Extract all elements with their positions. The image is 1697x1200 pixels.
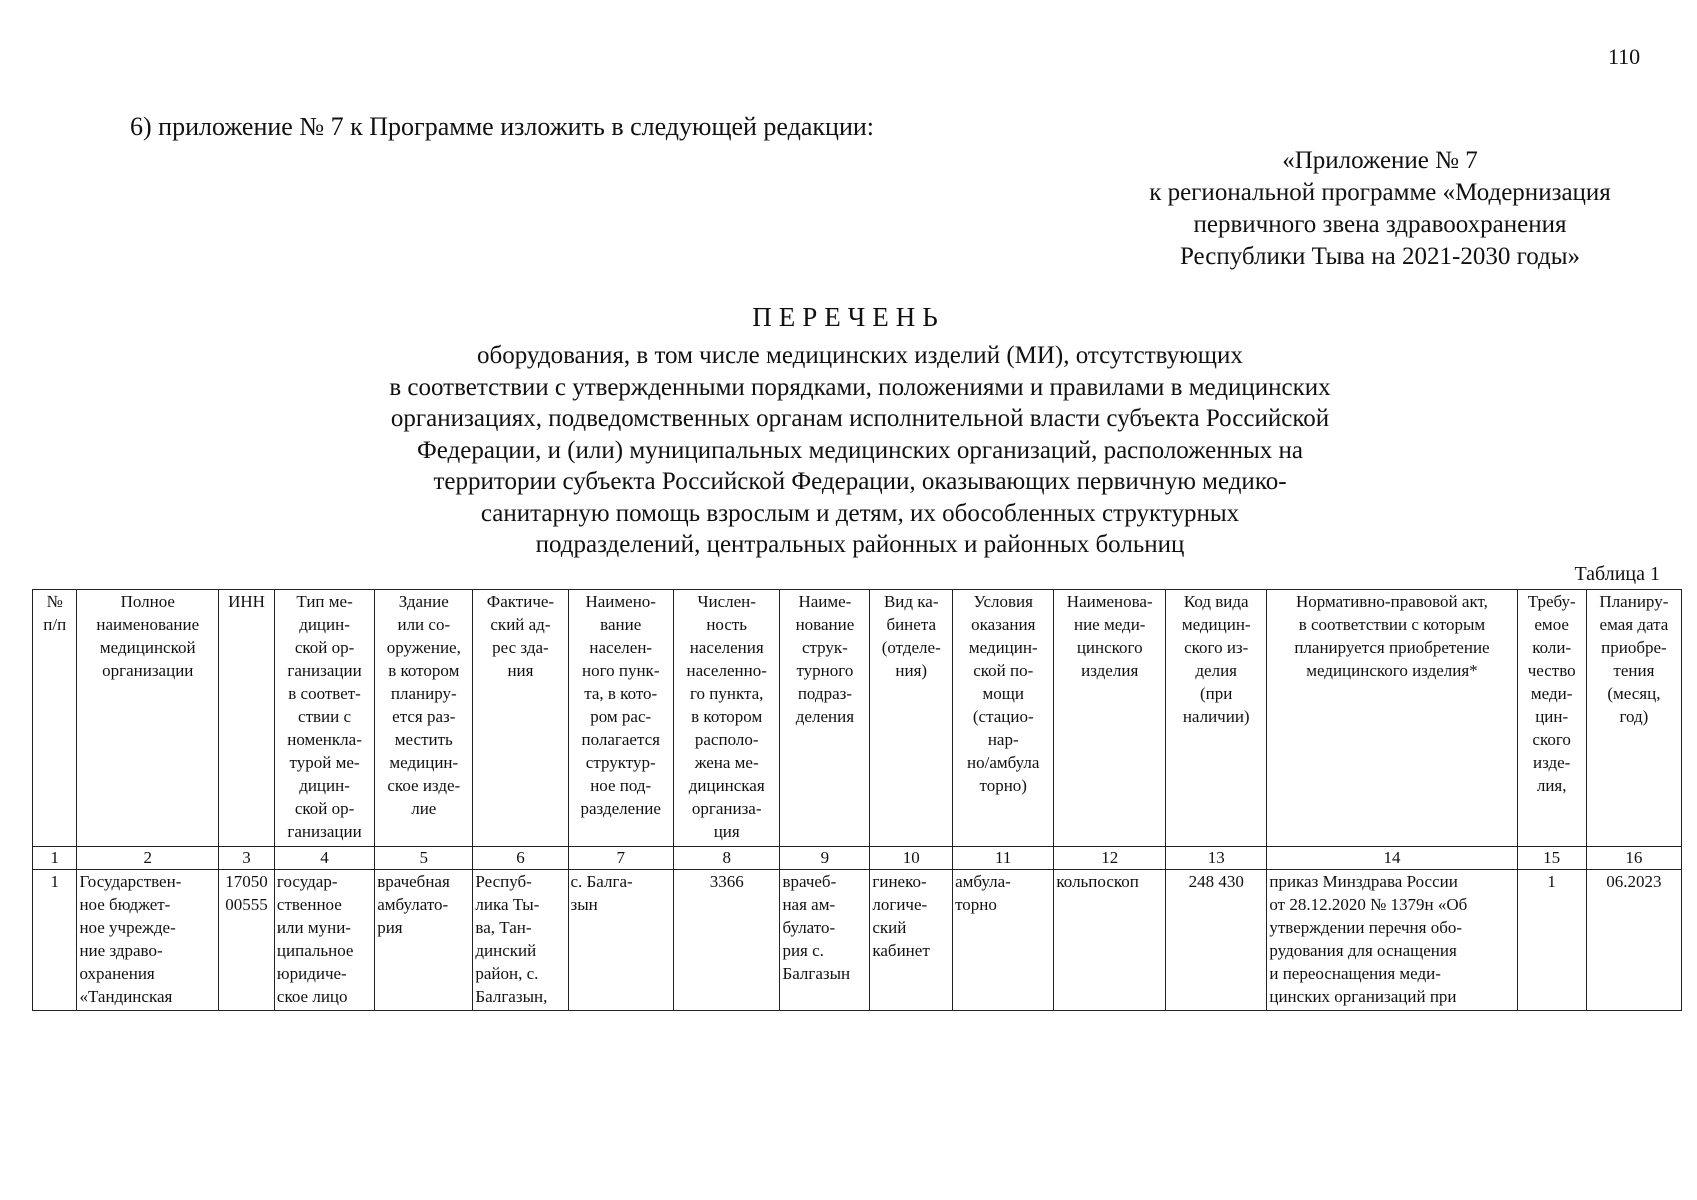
column-number: 13 bbox=[1166, 847, 1267, 870]
table-cell: врачебная амбулато- рия bbox=[375, 870, 473, 1011]
column-number: 12 bbox=[1054, 847, 1166, 870]
document-title: ПЕРЕЧЕНЬ bbox=[752, 302, 945, 332]
header-cell: Тип ме- дицин- ской ор- ганизации в соответ- ствии с номенкла- турой ме- дицин- ской ор- ганизации bbox=[274, 590, 374, 847]
column-number: 15 bbox=[1517, 847, 1586, 870]
column-number: 4 bbox=[274, 847, 374, 870]
column-number: 14 bbox=[1267, 847, 1517, 870]
appendix-line: Республики Тыва на 2021-2030 годы» bbox=[1179, 243, 1581, 270]
table-cell: 248 430 bbox=[1166, 870, 1267, 1011]
header-cell: Планиру- емая дата приобре- тения (месяц, год) bbox=[1586, 590, 1681, 847]
header-cell: ИНН bbox=[219, 590, 275, 847]
table-header-row bbox=[33, 590, 1682, 847]
header-cell: Наимено- вание населен- ного пунк- та, в кото- ром рас- полагается структур- ное под- разделение bbox=[568, 590, 673, 847]
header-cell: Полное наименование медицинской организации bbox=[77, 590, 219, 847]
header-cell: № п/п bbox=[33, 590, 77, 847]
column-number: 7 bbox=[568, 847, 673, 870]
header-cell: Нормативно-правовой акт, в соответствии с которым планируется приобретение медицинского изделия* bbox=[1267, 590, 1517, 847]
column-number: 11 bbox=[953, 847, 1054, 870]
table-cell: с. Балга- зын bbox=[568, 870, 673, 1011]
column-number: 2 bbox=[77, 847, 219, 870]
table-cell: 1 bbox=[33, 870, 77, 1011]
column-number: 3 bbox=[219, 847, 275, 870]
subtitle-line: Федерации, и (или) муниципальных медицинских организаций, расположенных на bbox=[417, 436, 1303, 464]
table-row bbox=[33, 870, 1682, 1011]
header-cell: Наиме- нование струк- турного подраз- деления bbox=[780, 590, 870, 847]
page-number: 110 bbox=[1608, 44, 1641, 69]
appendix-heading bbox=[1110, 145, 1650, 273]
column-number: 16 bbox=[1586, 847, 1681, 870]
table-cell: 17050 00555 bbox=[219, 870, 275, 1011]
table-cell: гинеко- логиче- ский кабинет bbox=[870, 870, 953, 1011]
header-cell: Вид ка- бинета (отделе- ния) bbox=[870, 590, 953, 847]
subtitle-line: оборудования, в том числе медицинских изделий (МИ), отсутствующих bbox=[477, 342, 1243, 369]
table-cell: 06.2023 bbox=[1586, 870, 1681, 1011]
subtitle-line: санитарную помощь взрослым и детям, их обособленных структурных bbox=[480, 499, 1240, 527]
appendix-line: «Приложение № 7 bbox=[1282, 147, 1478, 174]
subtitle-line: в соответствии с утвержденными порядками, положениями и правилами в медицинских bbox=[389, 373, 1331, 401]
document-subtitle bbox=[250, 340, 1470, 561]
header-cell: Требу- емое коли- чество меди- цин- ского изде- лия, bbox=[1517, 590, 1586, 847]
column-number-row bbox=[33, 847, 1682, 870]
header-cell: Числен- ность населения населенно- го пункта, в котором располо- жена ме- дицинская организа- ция bbox=[673, 590, 779, 847]
table-label: Таблица 1 bbox=[1574, 563, 1660, 585]
subtitle-line: подразделений, центральных районных и районных больниц bbox=[535, 531, 1185, 558]
table-cell: Государствен- ное бюджет- ное учрежде- ние здраво- охранения «Тандинская bbox=[77, 870, 219, 1011]
table-cell: кольпоскоп bbox=[1054, 870, 1166, 1011]
table-cell: амбула- торно bbox=[953, 870, 1054, 1011]
table-cell: государ- ственное или муни- ципальное юридиче- ское лицо bbox=[274, 870, 374, 1011]
header-cell: Наименова- ние меди- цинского изделия bbox=[1054, 590, 1166, 847]
column-number: 8 bbox=[673, 847, 779, 870]
column-number: 6 bbox=[473, 847, 568, 870]
equipment-table bbox=[32, 589, 1682, 1011]
header-cell: Здание или со- оружение, в котором планиру- ется раз- местить медицин- ское изде- лие bbox=[375, 590, 473, 847]
table-cell: приказ Минздрава России от 28.12.2020 № 1379н «Об утверждении перечня обо- рудования для оснащения и переоснащения меди- цинских организаций при bbox=[1267, 870, 1517, 1011]
column-number: 10 bbox=[870, 847, 953, 870]
header-cell: Условия оказания медицин- ской по- мощи (стацио- нар- но/амбула торно) bbox=[953, 590, 1054, 847]
column-number: 1 bbox=[33, 847, 77, 870]
column-number: 5 bbox=[375, 847, 473, 870]
table-cell: 1 bbox=[1517, 870, 1586, 1011]
table-cell: 3366 bbox=[673, 870, 779, 1011]
appendix-line: первичного звена здравоохранения bbox=[1193, 211, 1567, 238]
subtitle-line: территории субъекта Российской Федерации, оказывающих первичную медико- bbox=[433, 468, 1287, 495]
header-cell: Код вида медицин- ского из- делия (при наличии) bbox=[1166, 590, 1267, 847]
column-number: 9 bbox=[780, 847, 870, 870]
intro-text: 6) приложение № 7 к Программе изложить в следующей редакции: bbox=[130, 112, 874, 141]
header-cell: Фактиче- ский ад- рес зда- ния bbox=[473, 590, 568, 847]
table-cell: врачеб- ная ам- булато- рия с. Балгазын bbox=[780, 870, 870, 1011]
table-cell: Респуб- лика Ты- ва, Тан- динский район, с. Балгазын, bbox=[473, 870, 568, 1011]
appendix-line: к региональной программе «Модернизация bbox=[1149, 179, 1611, 206]
subtitle-line: организациях, подведомственных органам исполнительной власти субъекта Российской bbox=[390, 405, 1330, 432]
